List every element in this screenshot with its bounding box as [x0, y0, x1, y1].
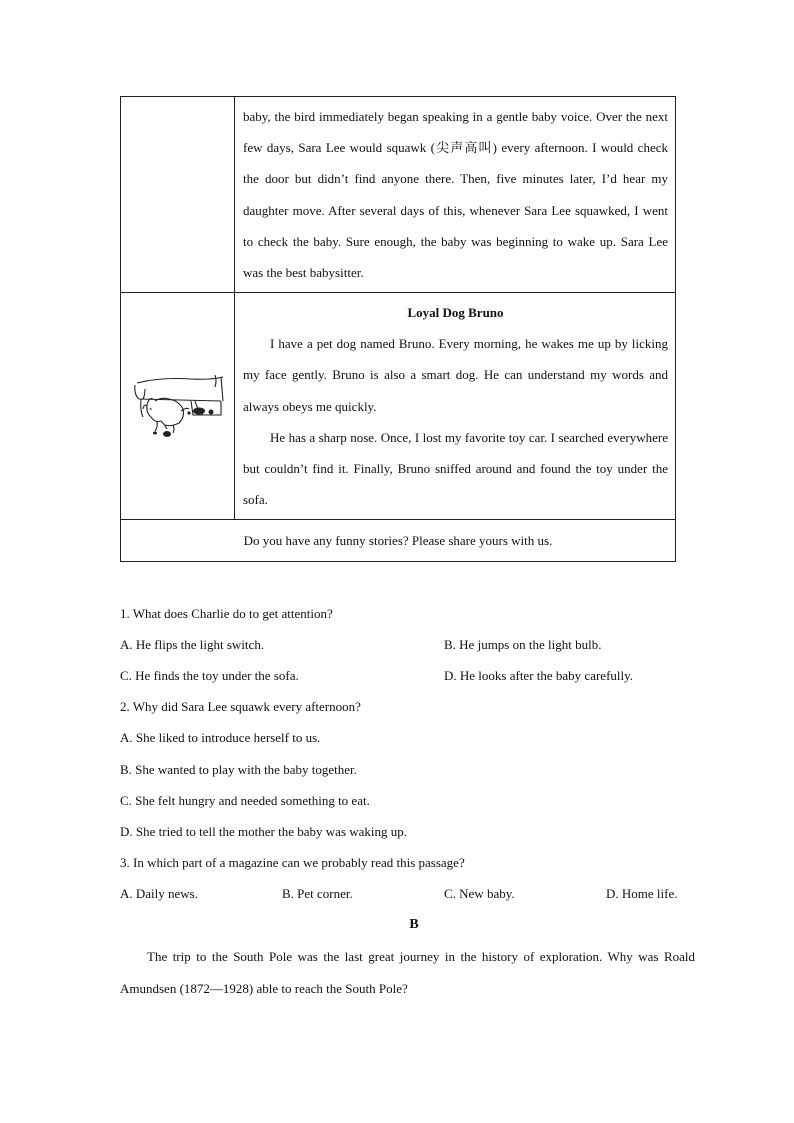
question-1-option-a: A. He flips the light switch. — [120, 637, 265, 652]
question-3-option-c: C. New baby. — [444, 886, 515, 901]
image-cell-empty — [121, 97, 235, 293]
bruno-paragraph-1: I have a pet dog named Bruno. Every morning, he wakes me up by licking my face gently. Bruno is also a smart dog. He can understand my words and always obeys me quickly. — [243, 336, 668, 414]
question-1-option-c: C. He finds the toy under the sofa. — [120, 668, 299, 683]
question-2-option-b: B. She wanted to play with the baby together. — [120, 762, 357, 777]
story-row-sara-lee — [121, 97, 676, 293]
question-3-option-b: B. Pet corner. — [282, 886, 353, 901]
story-text-cell — [235, 97, 676, 293]
story-text-cell — [235, 293, 676, 520]
question-2-stem: 2. Why did Sara Lee squawk every afternoon? — [120, 699, 361, 714]
question-3-option-a: A. Daily news. — [120, 886, 198, 901]
question-1-option-d: D. He looks after the baby carefully. — [444, 668, 634, 683]
question-2-option-a: A. She liked to introduce herself to us. — [120, 730, 321, 745]
bruno-paragraph-2: He has a sharp nose. Once, I lost my favorite toy car. I searched everywhere but couldn’t find it. Finally, Bruno sniffed around and found the toy under the sofa. — [243, 429, 668, 508]
image-cell-dog — [121, 293, 235, 520]
dog-under-sofa-illustration — [131, 371, 229, 441]
question-3-stem: 3. In which part of a magazine can we probably read this passage? — [120, 855, 465, 870]
question-2-option-d: D. She tried to tell the mother the baby was waking up. — [120, 824, 408, 839]
section-b-heading: B — [409, 917, 419, 932]
sara-lee-story-text: baby, the bird immediately began speaking in a gentle baby voice. Over the next few days, Sara Lee would squawk (尖声高叫) every afternoon. I would check the door but didn’t find anyone there. Then, five minutes later, I’d hear my daughter move. After several days of this, whenever Sara Lee squawked, I went to check the baby. Sure enough, the baby was beginning to wake up. Sara Lee was the best babysitter. — [243, 109, 668, 281]
stories-table — [120, 96, 676, 562]
share-prompt: Do you have any funny stories? Please share yours with us. — [121, 520, 676, 562]
section-b-passage: The trip to the South Pole was the last great journey in the history of exploration. Why was Roald Amundsen (1872—1928) able to reach the South Pole? — [120, 949, 695, 996]
question-1-option-b: B. He jumps on the light bulb. — [444, 637, 602, 652]
story-row-bruno — [121, 293, 676, 520]
story-title: Loyal Dog Bruno — [407, 305, 504, 321]
question-3-option-d: D. Home life. — [606, 886, 678, 901]
footer-row — [121, 520, 676, 562]
question-1-stem: 1. What does Charlie do to get attention? — [120, 606, 333, 621]
question-2-option-c: C. She felt hungry and needed something to eat. — [120, 793, 370, 808]
